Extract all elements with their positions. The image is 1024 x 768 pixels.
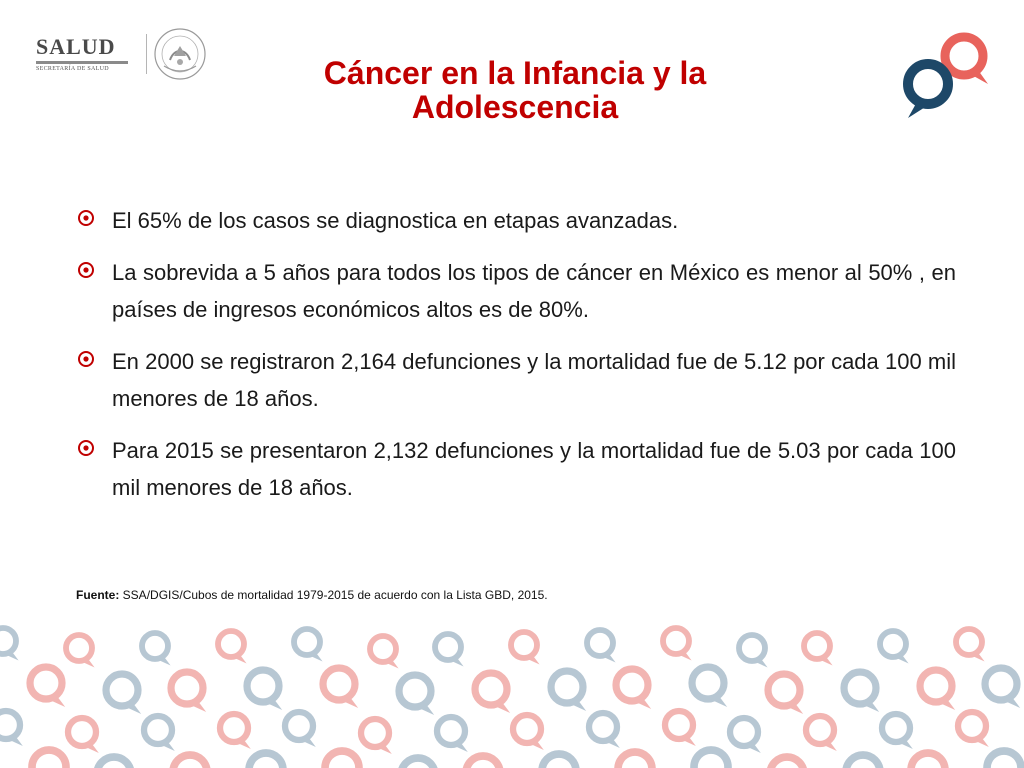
speech-ring (958, 712, 989, 747)
speech-ring (285, 712, 316, 747)
bullet-text: El 65% de los casos se diagnostica en etapas avanzadas. (112, 208, 679, 233)
speech-ring (401, 758, 438, 768)
speech-ring (249, 753, 286, 768)
speech-ring (618, 752, 655, 768)
speech-ring (0, 628, 19, 661)
circled-dot-icon (76, 432, 112, 463)
national-seal-icon (152, 26, 208, 82)
speech-ring (542, 754, 579, 768)
bullet-item (76, 202, 956, 239)
speech-ring (0, 711, 23, 746)
speech-ring (663, 628, 692, 661)
speech-ring (882, 714, 913, 749)
speech-ring (142, 633, 171, 666)
speech-ring (173, 755, 210, 768)
speech-ring (513, 715, 544, 750)
speech-ring (435, 634, 464, 667)
bullet-text: En 2000 se registraron 2,164 defunciones y la mortalidad fue de 5.12 por cada 100 mil menores de 18 años. (112, 349, 956, 411)
speech-ring (587, 630, 616, 663)
circled-dot-icon (76, 343, 112, 374)
salud-logo-bar (36, 61, 128, 64)
speech-ring (846, 755, 883, 768)
circled-dot-icon (76, 254, 112, 285)
speech-ring (956, 629, 985, 662)
speech-ring (694, 750, 731, 768)
speech-ring (920, 670, 955, 710)
speech-ring (770, 757, 807, 768)
speech-ring (692, 667, 727, 707)
speech-ring (730, 718, 761, 753)
bullet-list (76, 202, 956, 521)
speech-ring (144, 716, 175, 751)
speech-ring (511, 632, 540, 665)
speech-ring (218, 631, 247, 664)
speech-ring (806, 716, 837, 751)
salud-logo (36, 34, 136, 72)
speech-ring (665, 711, 696, 746)
speech-ring (768, 674, 803, 714)
speech-ring (32, 750, 69, 768)
speech-ring (370, 636, 399, 669)
speech-ring (68, 718, 99, 753)
speech-ring (66, 635, 95, 668)
salud-wordmark: SALUD (36, 34, 116, 59)
speech-ring (880, 631, 909, 664)
speech-ring (616, 669, 651, 709)
speech-ring-pattern (0, 625, 1024, 768)
speech-ring-logo-icon (896, 26, 1000, 122)
speech-ring (97, 757, 134, 768)
speech-ring (987, 751, 1024, 768)
speech-ring (220, 714, 251, 749)
speech-ring (323, 668, 358, 708)
speech-ring (466, 756, 503, 768)
speech-ring (844, 672, 879, 712)
circled-dot-icon (76, 202, 112, 233)
speech-ring (247, 670, 282, 710)
source-note (76, 588, 548, 602)
slide-title: Cáncer en la Infancia y la Adolescencia (323, 55, 707, 125)
bullet-text: Para 2015 se presentaron 2,132 defunciones y la mortalidad fue de 5.03 por cada 100 mil menores de 18 años. (112, 438, 956, 500)
speech-ring (739, 635, 768, 668)
speech-ring (399, 675, 434, 715)
speech-ring (589, 713, 620, 748)
speech-ring (475, 673, 510, 713)
speech-ring (911, 753, 948, 768)
speech-ring (804, 633, 833, 666)
bullet-item (76, 343, 956, 417)
speech-ring (551, 671, 586, 711)
speech-ring (106, 674, 141, 714)
speech-ring (30, 667, 65, 707)
bullet-text: La sobrevida a 5 años para todos los tipos de cáncer en México es menor al 50% , en países de ingresos económicos altos es de 80%. (112, 260, 956, 322)
bullet-item (76, 432, 956, 506)
speech-ring (171, 672, 206, 712)
speech-ring (437, 717, 468, 752)
speech-ring (294, 629, 323, 662)
salud-subtitle: SECRETARÍA DE SALUD (36, 66, 109, 72)
source-text: SSA/DGIS/Cubos de mortalidad 1979-2015 de acuerdo con la Lista GBD, 2015. (119, 588, 548, 602)
speech-ring (325, 751, 362, 768)
logo-divider (146, 34, 147, 74)
source-label: Fuente: (76, 588, 120, 602)
speech-ring (985, 668, 1020, 708)
bullet-item (76, 254, 956, 328)
speech-ring (361, 719, 392, 754)
